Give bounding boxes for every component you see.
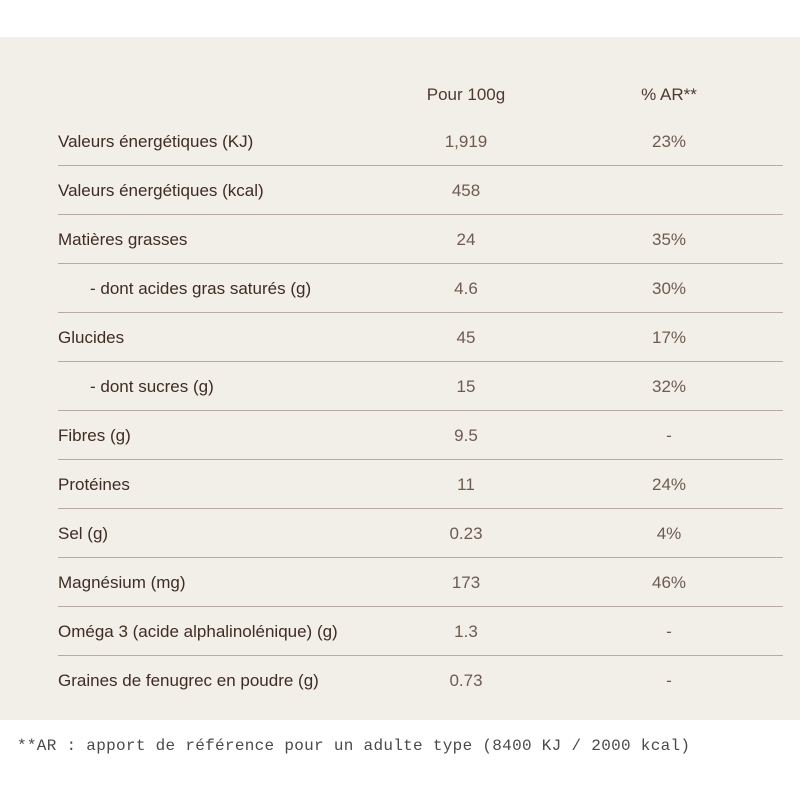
- nutrient-label: Fibres (g): [58, 426, 131, 445]
- value-per-100g: 9.5: [454, 426, 478, 445]
- table-row: [0, 313, 800, 362]
- nutrient-label: Matières grasses: [58, 230, 188, 249]
- value-per-100g: 11: [457, 475, 475, 494]
- nutrient-label: Glucides: [58, 328, 125, 347]
- table-row: [0, 460, 800, 509]
- nutrient-label: Protéines: [58, 475, 130, 494]
- table-row: [0, 264, 800, 313]
- value-per-100g: 0.23: [449, 524, 483, 543]
- value-per-100g: 0.73: [449, 671, 483, 690]
- value-percent-ar: 32%: [651, 377, 687, 396]
- value-percent-ar: 24%: [651, 475, 687, 494]
- table-row: [0, 509, 800, 558]
- table-row: [0, 411, 800, 460]
- value-per-100g: 1.3: [454, 622, 478, 641]
- nutrient-label: Graines de fenugrec en poudre (g): [58, 671, 319, 690]
- value-percent-ar: -: [666, 622, 672, 641]
- nutrient-label: Magnésium (mg): [58, 573, 186, 592]
- table-row: [0, 558, 800, 607]
- header-percent-ar: % AR**: [641, 85, 697, 104]
- value-percent-ar: 4%: [656, 524, 682, 543]
- value-percent-ar: 23%: [651, 132, 687, 151]
- nutrient-label: - dont sucres (g): [90, 377, 214, 396]
- table-row: [0, 656, 800, 705]
- value-percent-ar: -: [666, 671, 672, 690]
- value-percent-ar: -: [666, 426, 672, 445]
- table-row: [0, 607, 800, 656]
- nutrient-label: Sel (g): [58, 524, 109, 543]
- table-row: [0, 362, 800, 411]
- value-percent-ar: 35%: [651, 230, 687, 249]
- value-per-100g: 1,919: [444, 132, 488, 151]
- nutrient-label: Valeurs énergétiques (kcal): [58, 181, 264, 200]
- table-row: [0, 215, 800, 264]
- value-per-100g: 45: [456, 328, 476, 347]
- value-per-100g: 458: [451, 181, 481, 200]
- value-per-100g: 24: [456, 230, 476, 249]
- nutrient-label: - dont acides gras saturés (g): [90, 279, 312, 298]
- value-per-100g: 173: [451, 573, 481, 592]
- nutrition-panel: [0, 37, 800, 720]
- value-per-100g: 4.6: [454, 279, 478, 298]
- value-per-100g: 15: [456, 377, 476, 396]
- value-percent-ar: 46%: [651, 573, 687, 592]
- value-percent-ar: 17%: [651, 328, 687, 347]
- nutrient-label: Valeurs énergétiques (KJ): [58, 132, 254, 151]
- header-per-100g: Pour 100g: [426, 85, 506, 104]
- nutrient-label: Oméga 3 (acide alphalinolénique) (g): [58, 622, 338, 641]
- table-row: [0, 166, 800, 215]
- footnote: **AR : apport de référence pour un adulte type (8400 KJ / 2000 kcal): [17, 737, 691, 755]
- value-percent-ar: 30%: [651, 279, 687, 298]
- table-row: [0, 117, 800, 166]
